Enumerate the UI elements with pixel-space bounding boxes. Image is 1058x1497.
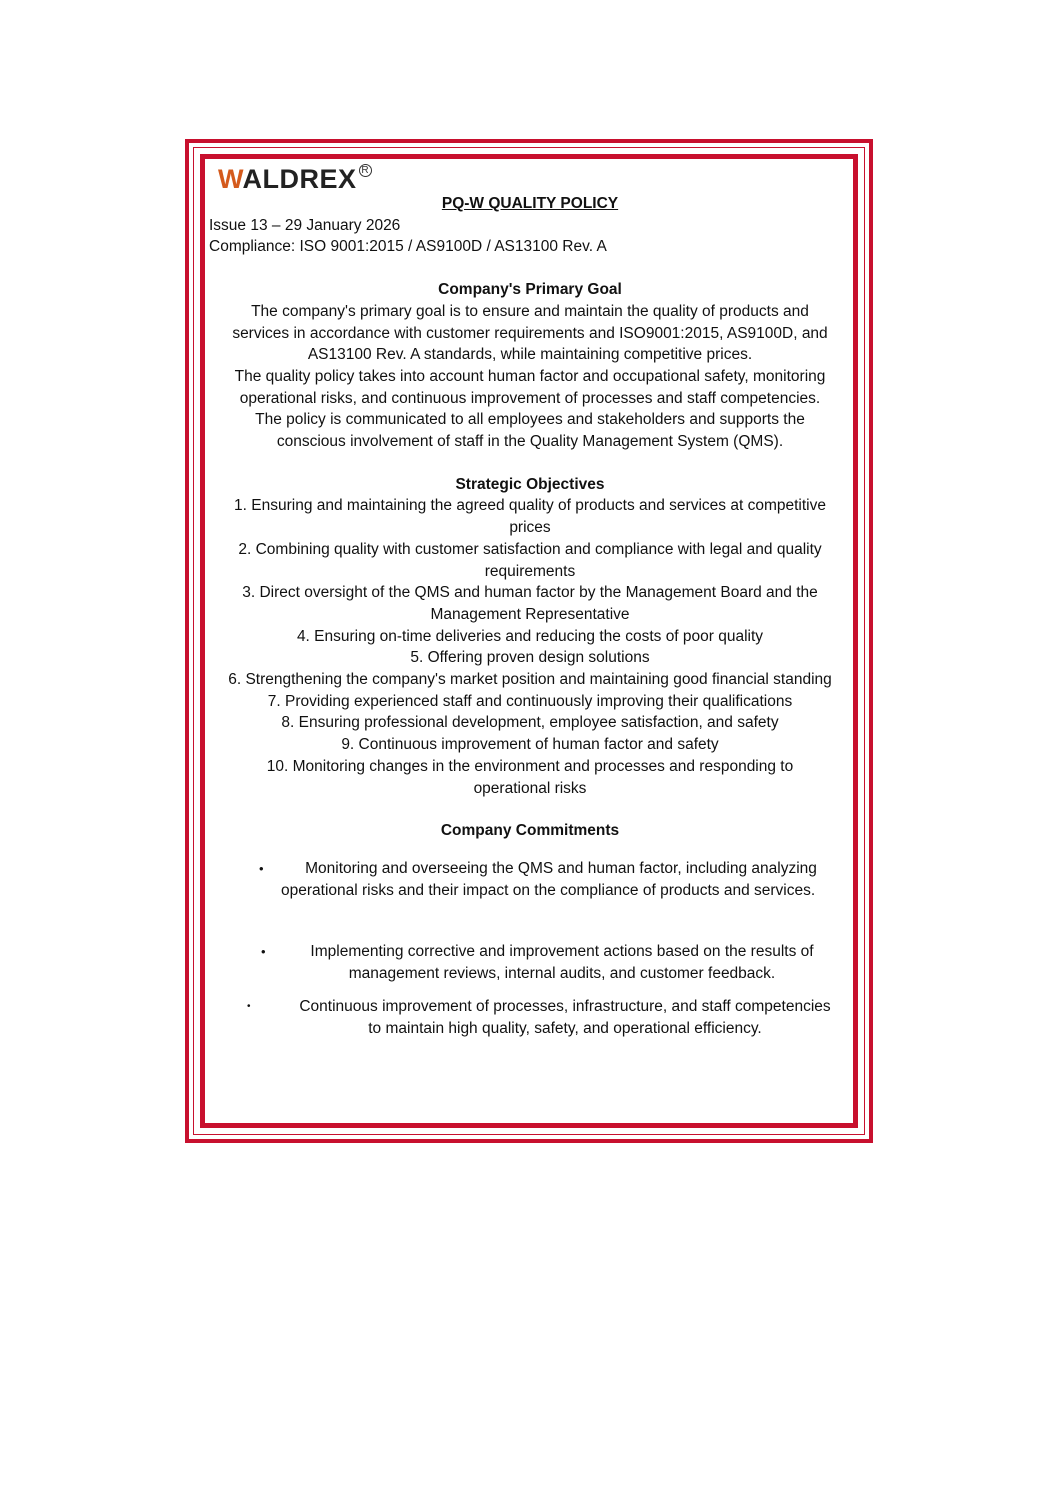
commitment-text: Continuous improvement of processes, infrastructure, and staff competencies xyxy=(299,997,831,1015)
objective-line: 7. Providing experienced staff and continuously improving their qualifications xyxy=(267,692,793,710)
primary-goal-line: The company's primary goal is to ensure and maintain the quality of products and xyxy=(251,302,809,320)
commitment-line xyxy=(293,941,831,984)
commitment-item xyxy=(209,996,851,1039)
commitment-line xyxy=(281,858,837,901)
commitment-item xyxy=(209,941,851,984)
objectives-heading: Strategic Objectives xyxy=(455,475,605,493)
objective-line: 10. Monitoring changes in the environment and processes and responding to xyxy=(266,757,794,775)
objective-line: 6. Strengthening the company's market position and maintaining good financial standing xyxy=(228,671,832,689)
primary-goal-text xyxy=(209,301,851,453)
bullet-icon: • xyxy=(247,1000,251,1012)
commitment-text: Implementing corrective and improvement actions based on the results of xyxy=(310,943,814,961)
objective-line: 2. Combining quality with customer satisfaction and compliance with legal and quality xyxy=(238,540,822,558)
commitment-text: to maintain high quality, safety, and operational efficiency. xyxy=(368,1019,762,1037)
primary-goal-line: The policy is communicated to all employees and stakeholders and supports the xyxy=(255,411,805,429)
objective-line: 3. Direct oversight of the QMS and human factor by the Management Board and the xyxy=(242,584,818,602)
objective-line: Management Representative xyxy=(430,605,630,623)
policy-content xyxy=(209,162,851,1039)
objective-line: 8. Ensuring professional development, employee satisfaction, and safety xyxy=(281,714,779,732)
objective-line: requirements xyxy=(484,562,576,580)
objective-line: 5. Offering proven design solutions xyxy=(410,649,650,667)
objective-line: prices xyxy=(509,519,551,537)
logo-w: W xyxy=(218,164,243,194)
commitment-text: operational risks and their impact on the compliance of products and services. xyxy=(281,881,816,899)
commitment-line xyxy=(279,996,851,1039)
bullet-icon: • xyxy=(261,944,266,960)
commitment-text: management reviews, internal audits, and customer feedback. xyxy=(348,965,776,983)
company-logo xyxy=(218,162,851,196)
registered-mark-icon: R xyxy=(359,164,372,177)
objective-line: 9. Continuous improvement of human factor and safety xyxy=(341,736,719,754)
primary-goal-line: The quality policy takes into account human factor and occupational safety, monitoring xyxy=(234,367,826,385)
issue-line: Issue 13 – 29 January 2026 xyxy=(209,216,401,234)
primary-goal-line: services in accordance with customer requirements and ISO9001:2015, AS9100D, and xyxy=(232,324,828,342)
commitments-heading: Company Commitments xyxy=(440,822,620,840)
primary-goal-line: AS13100 Rev. A standards, while maintaining competitive prices. xyxy=(307,346,753,364)
logo-wordmark xyxy=(218,162,357,196)
compliance-line: Compliance: ISO 9001:2015 / AS9100D / AS13100 Rev. A xyxy=(209,238,607,256)
primary-goal-line: conscious involvement of staff in the Quality Management System (QMS). xyxy=(276,433,784,451)
commitment-item xyxy=(209,858,851,901)
primary-goal-line: operational risks, and continuous improvement of processes and staff competencies. xyxy=(239,389,821,407)
objective-line: operational risks xyxy=(473,779,587,797)
document-title: PQ-W QUALITY POLICY xyxy=(441,195,619,212)
commitment-text: Monitoring and overseeing the QMS and human factor, including analyzing xyxy=(305,859,817,877)
bullet-icon: • xyxy=(259,860,264,876)
primary-goal-heading: Company's Primary Goal xyxy=(438,281,622,299)
objective-line: 1. Ensuring and maintaining the agreed quality of products and services at competitive xyxy=(234,497,826,515)
objectives-list xyxy=(209,495,851,799)
logo-rest: ALDREX xyxy=(242,164,357,194)
objective-line: 4. Ensuring on-time deliveries and reducing the costs of poor quality xyxy=(296,627,764,645)
